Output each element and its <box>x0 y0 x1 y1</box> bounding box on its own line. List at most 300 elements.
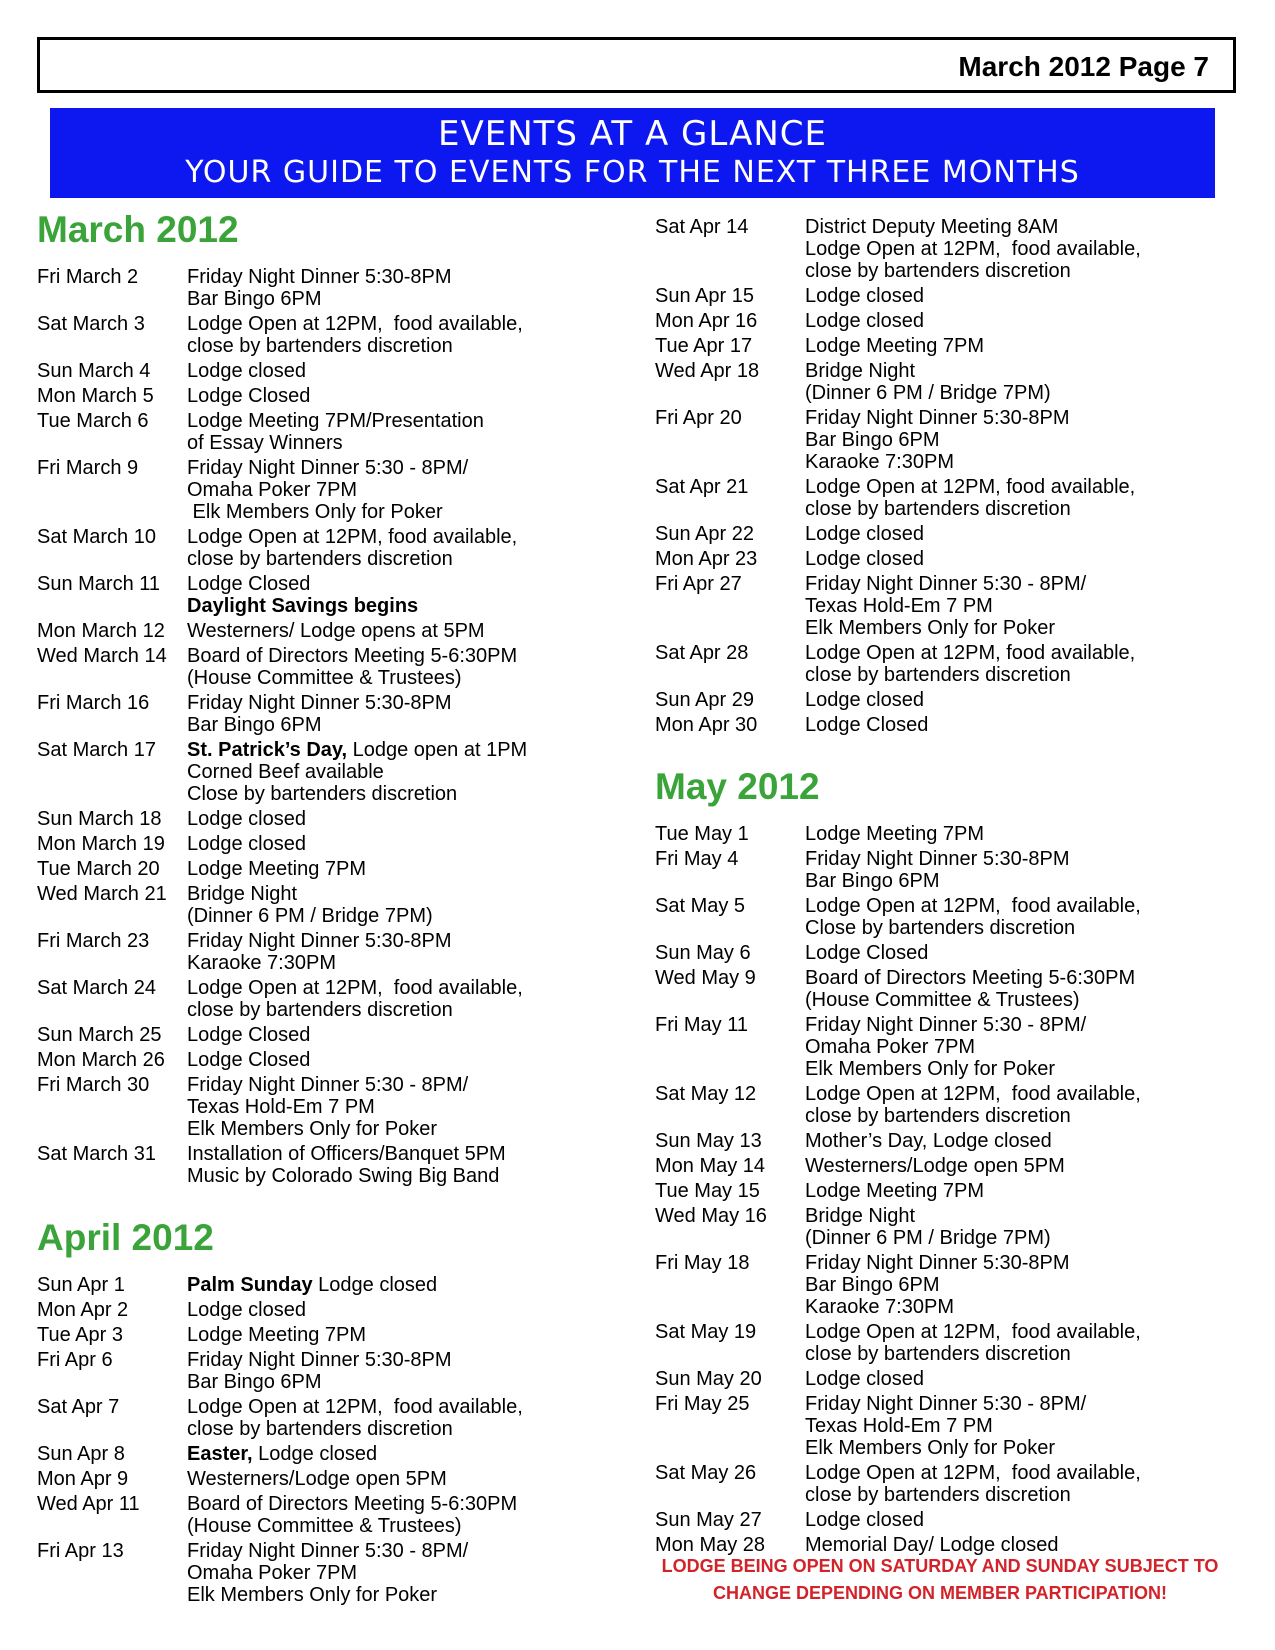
event-date: Sat March 10 <box>37 526 156 548</box>
event-description <box>187 573 597 617</box>
event-row <box>655 573 1255 639</box>
event-description <box>805 310 1255 332</box>
event-line <box>805 407 1255 429</box>
event-description <box>805 1180 1255 1202</box>
event-date: Fri May 11 <box>655 1014 748 1036</box>
event-text: Bar Bingo 6PM <box>187 1371 322 1393</box>
event-row <box>655 848 1255 892</box>
event-text: Close by bartenders discretion <box>187 783 458 805</box>
event-text: Lodge Open at 12PM, food available, <box>805 895 1141 917</box>
event-description <box>805 1130 1255 1152</box>
event-line <box>187 1584 597 1606</box>
event-line <box>805 1415 1255 1437</box>
event-row <box>37 645 597 689</box>
event-description <box>187 739 597 805</box>
event-date: Mon March 5 <box>37 385 154 407</box>
event-text: (House Committee & Trustees) <box>187 1515 462 1537</box>
event-text: Lodge open at 1PM <box>347 739 528 761</box>
event-date: Wed March 14 <box>37 645 167 667</box>
event-line <box>187 977 597 999</box>
event-row <box>37 573 597 617</box>
month-heading: March 2012 <box>37 209 239 250</box>
event-description <box>805 523 1255 545</box>
event-row <box>655 1252 1255 1318</box>
event-row <box>37 385 597 407</box>
event-line <box>805 335 1255 357</box>
event-description <box>805 407 1255 473</box>
event-line <box>187 808 597 830</box>
event-description <box>187 883 597 927</box>
event-row <box>37 1396 597 1440</box>
event-date: Wed May 16 <box>655 1205 767 1227</box>
event-text: (House Committee & Trustees) <box>187 667 462 689</box>
event-date: Wed Apr 11 <box>37 1493 140 1515</box>
event-date: Fri Apr 6 <box>37 1349 113 1371</box>
banner-title: EVENTS AT A GLANCE <box>437 114 828 154</box>
event-description <box>805 642 1255 686</box>
event-line <box>805 942 1255 964</box>
event-row <box>655 1014 1255 1080</box>
event-text: Lodge closed <box>187 808 306 830</box>
event-line <box>805 823 1255 845</box>
event-text: close by bartenders discretion <box>805 1105 1071 1127</box>
event-row <box>37 1074 597 1140</box>
event-description <box>805 848 1255 892</box>
event-date: Mon Apr 23 <box>655 548 758 570</box>
event-description <box>805 1205 1255 1249</box>
event-description <box>805 573 1255 639</box>
event-line <box>187 313 597 335</box>
event-text: Lodge Closed <box>187 573 311 595</box>
event-line <box>187 1024 597 1046</box>
event-text: Lodge Meeting 7PM <box>805 1180 985 1202</box>
event-row <box>655 216 1255 282</box>
event-row <box>655 1205 1255 1249</box>
event-line <box>805 1368 1255 1390</box>
event-text-bold: St. Patrick’s Day, <box>187 739 348 761</box>
event-text: Lodge closed <box>805 285 924 307</box>
event-date: Fri Apr 27 <box>655 573 742 595</box>
event-row <box>37 692 597 736</box>
event-line <box>187 761 597 783</box>
event-line <box>805 1083 1255 1105</box>
event-text: Friday Night Dinner 5:30 - 8PM/ <box>187 1540 469 1562</box>
event-line <box>187 1074 597 1096</box>
event-date: Mon Apr 30 <box>655 714 758 736</box>
event-row <box>37 1443 597 1465</box>
event-line <box>805 1462 1255 1484</box>
event-description <box>805 216 1255 282</box>
event-description <box>805 1368 1255 1390</box>
event-line <box>805 1509 1255 1531</box>
event-line <box>805 1393 1255 1415</box>
event-text: Friday Night Dinner 5:30 - 8PM/ <box>805 573 1087 595</box>
event-line <box>805 967 1255 989</box>
event-row <box>37 1540 597 1606</box>
event-line <box>805 714 1255 736</box>
event-line <box>805 573 1255 595</box>
event-text: close by bartenders discretion <box>805 498 1071 520</box>
page-header <box>37 37 1236 93</box>
event-text: Friday Night Dinner 5:30 - 8PM/ <box>187 1074 469 1096</box>
event-text: Bar Bingo 6PM <box>805 1274 940 1296</box>
event-text: Elk Members Only for Poker <box>805 1058 1056 1080</box>
event-date: Fri March 30 <box>37 1074 150 1096</box>
event-description <box>187 808 597 830</box>
event-row <box>37 410 597 454</box>
event-row <box>37 833 597 855</box>
event-row <box>37 808 597 830</box>
event-line <box>187 457 597 479</box>
event-line <box>805 642 1255 664</box>
banner-subtitle: YOUR GUIDE TO EVENTS FOR THE NEXT THREE MONTHS <box>185 155 1080 190</box>
event-date: Sun May 27 <box>655 1509 762 1531</box>
event-row <box>655 285 1255 307</box>
event-text: Friday Night Dinner 5:30-8PM <box>187 1349 452 1371</box>
event-text: Lodge Meeting 7PM <box>187 858 367 880</box>
event-line <box>187 667 597 689</box>
event-row <box>37 526 597 570</box>
event-row <box>655 942 1255 964</box>
event-text: Lodge Open at 12PM, food available, <box>805 476 1136 498</box>
event-description <box>805 1083 1255 1127</box>
event-description <box>805 548 1255 570</box>
event-text: close by bartenders discretion <box>805 664 1071 686</box>
event-line <box>187 1418 597 1440</box>
event-line <box>187 1443 597 1465</box>
event-line <box>187 1165 597 1187</box>
event-date: Wed Apr 18 <box>655 360 760 382</box>
event-date: Sun May 20 <box>655 1368 762 1390</box>
event-description <box>805 1462 1255 1506</box>
event-description <box>805 823 1255 845</box>
lodge-notice <box>640 1553 1240 1607</box>
event-line <box>805 870 1255 892</box>
event-text: Lodge Open at 12PM, food available, <box>805 1462 1141 1484</box>
event-date: Sat March 17 <box>37 739 156 761</box>
event-line <box>805 360 1255 382</box>
event-text: Elk Members Only for Poker <box>805 617 1056 639</box>
notice-line: LODGE BEING OPEN ON SATURDAY AND SUNDAY SUBJECT TO <box>661 1556 1219 1576</box>
event-row <box>37 977 597 1021</box>
event-text: Lodge Open at 12PM, food available, <box>805 1083 1141 1105</box>
event-text: Lodge closed <box>805 548 924 570</box>
event-text: (Dinner 6 PM / Bridge 7PM) <box>805 382 1051 404</box>
event-text: Friday Night Dinner 5:30-8PM <box>805 1252 1070 1274</box>
event-text: Lodge Closed <box>187 385 311 407</box>
event-text: Board of Directors Meeting 5-6:30PM <box>187 1493 518 1515</box>
event-date: Fri May 25 <box>655 1393 750 1415</box>
event-date: Fri March 2 <box>37 266 139 288</box>
event-line <box>187 620 597 642</box>
event-line <box>187 1299 597 1321</box>
event-line <box>805 476 1255 498</box>
event-line <box>805 285 1255 307</box>
event-row <box>655 335 1255 357</box>
event-date: Fri May 18 <box>655 1252 750 1274</box>
event-line <box>187 905 597 927</box>
event-line <box>805 617 1255 639</box>
event-date: Fri March 16 <box>37 692 150 714</box>
event-date: Mon May 14 <box>655 1155 766 1177</box>
event-date: Mon Apr 2 <box>37 1299 129 1321</box>
event-line <box>187 714 597 736</box>
event-text: Memorial Day/ Lodge closed <box>805 1534 1059 1556</box>
event-date: Sun Apr 22 <box>655 523 754 545</box>
event-date: Sat Apr 28 <box>655 642 749 664</box>
event-row <box>655 1180 1255 1202</box>
event-date: Tue March 6 <box>37 410 149 432</box>
event-line <box>805 989 1255 1011</box>
event-date: Tue May 15 <box>655 1180 760 1202</box>
event-line <box>187 1468 597 1490</box>
event-line <box>187 410 597 432</box>
event-date: Mon March 12 <box>37 620 165 642</box>
event-description <box>187 692 597 736</box>
event-text: Karaoke 7:30PM <box>187 952 336 974</box>
event-text: Friday Night Dinner 5:30 - 8PM/ <box>805 1014 1087 1036</box>
event-line <box>805 310 1255 332</box>
event-line <box>187 1540 597 1562</box>
event-line <box>187 930 597 952</box>
event-text: Lodge Open at 12PM, food available, <box>187 526 518 548</box>
month-heading: April 2012 <box>37 1217 214 1258</box>
event-text: Bar Bingo 6PM <box>805 870 940 892</box>
event-description <box>187 457 597 523</box>
event-date: Wed May 9 <box>655 967 756 989</box>
event-text: Lodge Meeting 7PM <box>187 1324 367 1346</box>
event-line <box>187 1396 597 1418</box>
event-row <box>37 313 597 357</box>
event-description <box>187 1468 597 1490</box>
heading-gap <box>655 809 1255 823</box>
event-text: close by bartenders discretion <box>805 1343 1071 1365</box>
event-row <box>655 967 1255 1011</box>
event-description <box>187 645 597 689</box>
event-text: Corned Beef available <box>187 761 384 783</box>
event-date: Sun March 4 <box>37 360 151 382</box>
event-line <box>805 216 1255 238</box>
event-row <box>655 476 1255 520</box>
event-description <box>187 1349 597 1393</box>
event-text: Lodge closed <box>805 523 924 545</box>
event-text: Lodge closed <box>805 1509 924 1531</box>
event-date: Tue Apr 3 <box>37 1324 123 1346</box>
event-date: Tue March 20 <box>37 858 160 880</box>
event-line <box>805 595 1255 617</box>
event-text: Elk Members Only for Poker <box>805 1437 1056 1459</box>
event-date: Sat May 12 <box>655 1083 757 1105</box>
event-row <box>37 360 597 382</box>
event-row <box>37 739 597 805</box>
event-text: Westerners/ Lodge opens at 5PM <box>187 620 485 642</box>
event-text: Friday Night Dinner 5:30-8PM <box>187 930 452 952</box>
event-description <box>187 1049 597 1071</box>
event-row <box>655 823 1255 845</box>
event-description <box>805 689 1255 711</box>
event-line <box>187 883 597 905</box>
event-description <box>805 942 1255 964</box>
event-line <box>805 1205 1255 1227</box>
event-description <box>187 526 597 570</box>
event-line <box>805 382 1255 404</box>
event-text: Lodge Closed <box>187 1049 311 1071</box>
event-row <box>37 457 597 523</box>
event-description <box>187 1396 597 1440</box>
event-description <box>805 1393 1255 1459</box>
event-description <box>805 1252 1255 1318</box>
event-row <box>655 523 1255 545</box>
event-line <box>187 833 597 855</box>
event-text: Close by bartenders discretion <box>805 917 1076 939</box>
event-text: Elk Members Only for Poker <box>187 1584 438 1606</box>
events-banner <box>50 108 1215 198</box>
event-text: Texas Hold-Em 7 PM <box>805 1415 993 1437</box>
event-line <box>805 1155 1255 1177</box>
event-line <box>805 451 1255 473</box>
event-line <box>805 917 1255 939</box>
event-text: Installation of Officers/Banquet 5PM <box>187 1143 506 1165</box>
event-description <box>187 620 597 642</box>
event-text-bold: Easter, <box>187 1443 253 1465</box>
event-description <box>187 1540 597 1606</box>
event-line <box>187 1349 597 1371</box>
event-text: Mother’s Day, Lodge closed <box>805 1130 1052 1152</box>
event-row <box>655 1462 1255 1506</box>
event-text: Westerners/Lodge open 5PM <box>187 1468 447 1490</box>
event-line <box>187 360 597 382</box>
event-text: Lodge Meeting 7PM <box>805 335 985 357</box>
event-date: Sun May 13 <box>655 1130 762 1152</box>
event-text: close by bartenders discretion <box>805 1484 1071 1506</box>
event-description <box>187 1074 597 1140</box>
event-line <box>805 1343 1255 1365</box>
event-description <box>805 335 1255 357</box>
event-description <box>187 1324 597 1346</box>
event-text: Friday Night Dinner 5:30-8PM <box>187 692 452 714</box>
event-row <box>655 1155 1255 1177</box>
event-text-bold: Palm Sunday <box>187 1274 313 1296</box>
event-text: Lodge closed <box>805 1368 924 1390</box>
event-line <box>187 526 597 548</box>
event-text: Omaha Poker 7PM <box>805 1036 976 1058</box>
event-row <box>37 266 597 310</box>
event-line <box>805 429 1255 451</box>
event-line <box>187 595 597 617</box>
heading-gap <box>37 1260 597 1274</box>
event-date: Mon Apr 9 <box>37 1468 129 1490</box>
event-row <box>37 1324 597 1346</box>
event-description <box>805 967 1255 1011</box>
event-description <box>805 1509 1255 1531</box>
event-text: Lodge Open at 12PM, food available, <box>805 238 1141 260</box>
event-date: Sat Apr 7 <box>37 1396 120 1418</box>
event-description <box>187 833 597 855</box>
event-date: Sat Apr 21 <box>655 476 749 498</box>
event-description <box>187 858 597 880</box>
event-row <box>655 642 1255 686</box>
event-text: close by bartenders discretion <box>187 999 453 1021</box>
event-line <box>187 1274 597 1296</box>
event-description <box>187 1443 597 1465</box>
event-text: Karaoke 7:30PM <box>805 451 954 473</box>
event-line <box>805 895 1255 917</box>
event-line <box>187 692 597 714</box>
notice-line: CHANGE DEPENDING ON MEMBER PARTICIPATION! <box>712 1583 1167 1603</box>
section-gap <box>655 739 1255 765</box>
event-line <box>187 432 597 454</box>
event-line <box>187 385 597 407</box>
event-text: Texas Hold-Em 7 PM <box>805 595 993 617</box>
event-line <box>805 1321 1255 1343</box>
event-text: close by bartenders discretion <box>187 1418 453 1440</box>
event-text: Lodge Closed <box>805 942 929 964</box>
event-text: Bridge Night <box>187 883 298 905</box>
month-heading: May 2012 <box>655 766 820 807</box>
event-line <box>805 664 1255 686</box>
event-text: Lodge Closed <box>187 1024 311 1046</box>
event-text: Board of Directors Meeting 5-6:30PM <box>187 645 518 667</box>
event-line <box>187 952 597 974</box>
event-text: Lodge Open at 12PM, food available, <box>187 313 523 335</box>
event-line <box>805 523 1255 545</box>
event-line <box>805 848 1255 870</box>
event-row <box>37 883 597 927</box>
event-description <box>805 1155 1255 1177</box>
event-description <box>187 385 597 407</box>
event-row <box>37 1349 597 1393</box>
event-line <box>805 1036 1255 1058</box>
event-text: (House Committee & Trustees) <box>805 989 1080 1011</box>
event-date: Sun Apr 15 <box>655 285 754 307</box>
event-date: Sun March 11 <box>37 573 161 595</box>
event-text: Board of Directors Meeting 5-6:30PM <box>805 967 1136 989</box>
event-row <box>37 620 597 642</box>
event-row <box>37 1049 597 1071</box>
event-line <box>805 1227 1255 1249</box>
event-line <box>805 1130 1255 1152</box>
event-row <box>655 360 1255 404</box>
event-row <box>655 1321 1255 1365</box>
event-date: Sat Apr 14 <box>655 216 749 238</box>
event-text: Friday Night Dinner 5:30 - 8PM/ <box>805 1393 1087 1415</box>
event-description <box>805 476 1255 520</box>
event-text: Omaha Poker 7PM <box>187 479 358 501</box>
event-text: Lodge closed <box>187 833 306 855</box>
event-line <box>805 1296 1255 1318</box>
event-date: Mon March 19 <box>37 833 165 855</box>
heading-gap <box>37 252 597 266</box>
event-date: Sun Apr 1 <box>37 1274 125 1296</box>
event-line <box>187 501 597 523</box>
event-description <box>805 714 1255 736</box>
event-row <box>655 548 1255 570</box>
event-line <box>805 1105 1255 1127</box>
event-date: Fri Apr 20 <box>655 407 742 429</box>
event-description <box>805 1014 1255 1080</box>
event-row <box>655 689 1255 711</box>
event-row <box>37 858 597 880</box>
event-description <box>187 1299 597 1321</box>
event-line <box>805 548 1255 570</box>
event-line <box>805 1252 1255 1274</box>
event-row <box>655 310 1255 332</box>
event-line <box>187 739 597 761</box>
event-description <box>187 313 597 357</box>
event-text: Westerners/Lodge open 5PM <box>805 1155 1065 1177</box>
event-line <box>187 1118 597 1140</box>
event-description <box>805 895 1255 939</box>
